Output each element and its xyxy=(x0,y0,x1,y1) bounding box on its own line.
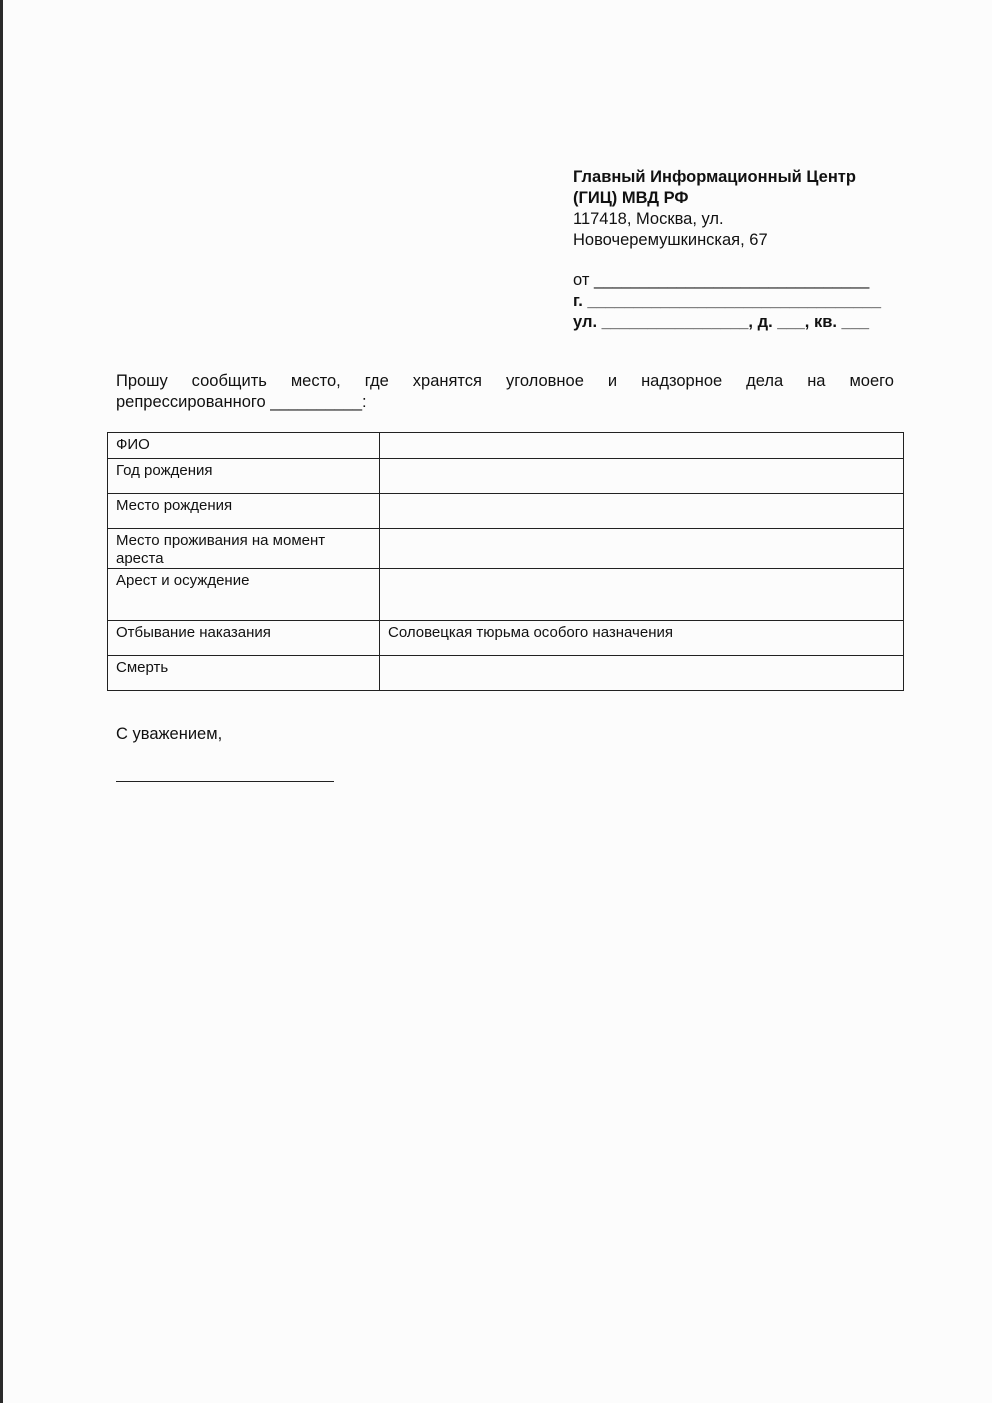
row-label-birthplace: Место рождения xyxy=(108,494,380,529)
row-value-fio[interactable] xyxy=(380,433,904,459)
addressee-block xyxy=(573,167,903,251)
table-row xyxy=(108,529,904,569)
row-value-residence[interactable] xyxy=(380,529,904,569)
sender-city-field[interactable]: г. ________________________________ xyxy=(573,292,882,310)
row-label-arrest: Арест и осуждение xyxy=(108,569,380,621)
table-row xyxy=(108,459,904,494)
scan-edge xyxy=(0,0,3,1403)
request-paragraph xyxy=(116,371,894,413)
row-label-residence: Место проживания на момент ареста xyxy=(108,529,380,569)
table-row xyxy=(108,569,904,621)
addressee-address-line1: 117418, Москва, ул. xyxy=(573,210,724,228)
row-label-birth-year: Год рождения xyxy=(108,459,380,494)
row-value-birthplace[interactable] xyxy=(380,494,904,529)
request-line-1: Прошу сообщить место, где хранятся уголовное и надзорное дела на моего xyxy=(116,372,894,390)
sender-street-field[interactable]: ул. ________________, д. ___, кв. ___ xyxy=(573,313,870,331)
addressee-org-name: Главный Информационный Центр xyxy=(573,168,856,186)
row-value-birth-year[interactable] xyxy=(380,459,904,494)
table-row xyxy=(108,433,904,459)
sender-block xyxy=(573,270,903,333)
row-value-sentence[interactable]: Соловецкая тюрьма особого назначения xyxy=(380,621,904,656)
row-value-death[interactable] xyxy=(380,656,904,691)
table-row xyxy=(108,656,904,691)
addressee-address-line2: Новочеремушкинская, 67 xyxy=(573,231,768,249)
row-label-sentence: Отбывание наказания xyxy=(108,621,380,656)
table-row xyxy=(108,494,904,529)
row-value-arrest[interactable] xyxy=(380,569,904,621)
row-label-fio: ФИО xyxy=(108,433,380,459)
signature-line[interactable] xyxy=(116,781,334,782)
request-line-2[interactable]: репрессированного __________: xyxy=(116,393,367,411)
addressee-org-abbrev: (ГИЦ) МВД РФ xyxy=(573,189,689,207)
info-table xyxy=(107,432,904,691)
closing-text: С уважением, xyxy=(116,725,223,743)
row-label-death: Смерть xyxy=(108,656,380,691)
table-row xyxy=(108,621,904,656)
sender-from-field[interactable]: от ______________________________ xyxy=(573,271,870,289)
